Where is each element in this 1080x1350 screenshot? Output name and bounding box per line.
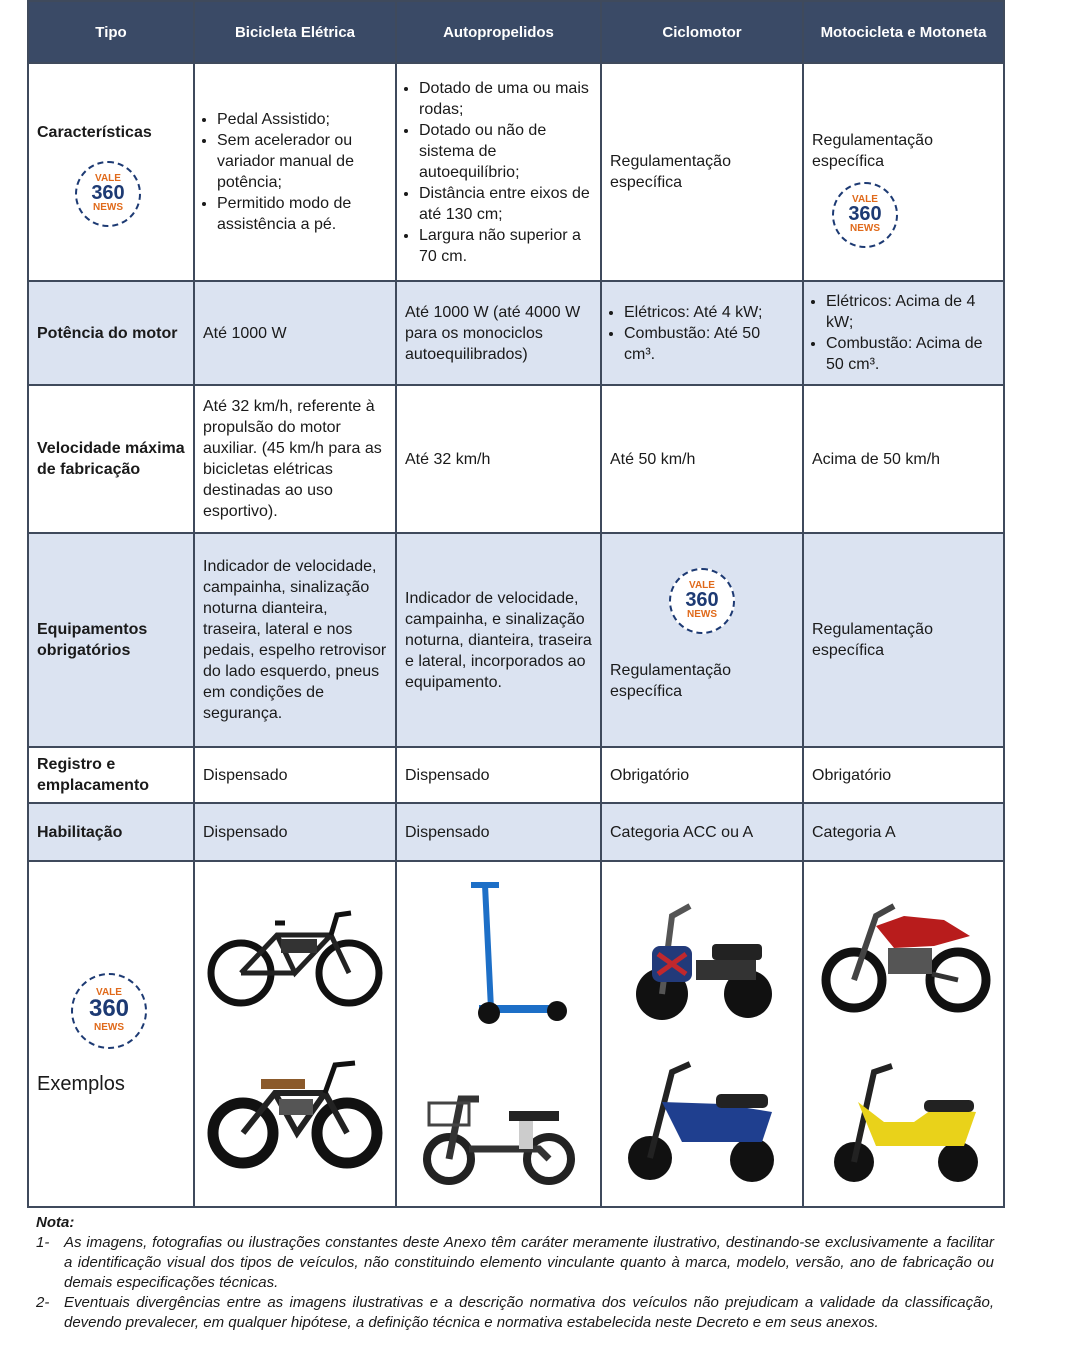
- header-bicicleta-eletrica: Bicicleta Elétrica: [194, 1, 396, 63]
- fat-tire-ebike-icon: [205, 1043, 385, 1173]
- cell-autopropelidos: Dispensado: [396, 803, 601, 861]
- electric-bicycle-icon: [205, 895, 385, 1015]
- note-item: [36, 1293, 994, 1333]
- bullet-list: [812, 291, 995, 375]
- cell-ciclomotor-examples: [601, 861, 803, 1207]
- cell-motocicleta: [803, 281, 1004, 385]
- cell-bicicleta: Dispensado: [194, 803, 396, 861]
- cell-bicicleta: Até 1000 W: [194, 281, 396, 385]
- row-label: Velocidade máxima de fabricação: [28, 385, 194, 533]
- vehicle-classification-table: [27, 0, 1005, 1208]
- cell-motocicleta: Acima de 50 km/h: [803, 385, 1004, 533]
- row-label: Equipamentos obrigatórios: [28, 533, 194, 747]
- note-number: 1-: [36, 1234, 50, 1251]
- cell-motocicleta: Obrigatório: [803, 747, 1004, 803]
- row-label: Potência do motor: [28, 281, 194, 385]
- note-item: [36, 1233, 994, 1293]
- list-item: • Elétricos: Até 4 kW;: [624, 302, 794, 323]
- vale360-logo-icon: VALE 360 NEWS: [75, 161, 141, 227]
- list-item: • Combustão: Até 50 cm³.: [624, 323, 794, 365]
- cell-motocicleta-examples: [803, 861, 1004, 1207]
- cell-autopropelidos: Até 32 km/h: [396, 385, 601, 533]
- watermark-logo: [610, 568, 794, 640]
- cell-bicicleta: [194, 63, 396, 281]
- electric-scooter-icon: [409, 879, 589, 1029]
- list-item: • Dotado ou não de sistema de autoequilíbrio;: [419, 120, 592, 183]
- row-label: Registro e emplacamento: [28, 747, 194, 803]
- vale360-logo-icon: VALE 360 NEWS: [669, 568, 735, 634]
- cell-ciclomotor: Categoria ACC ou A: [601, 803, 803, 861]
- bullet-list: [610, 302, 794, 365]
- cell-ciclomotor: [601, 281, 803, 385]
- row-caracteristicas: [28, 63, 1004, 281]
- cell-ciclomotor: Regulamentação específica: [601, 63, 803, 281]
- watermark-logo: [71, 973, 185, 1054]
- electric-moped-icon: [409, 1059, 589, 1189]
- row-exemplos: [28, 861, 1004, 1207]
- row-equipamentos: [28, 533, 1004, 747]
- cell-autopropelidos: Indicador de velocidade, campainha, e sinalização noturna, dianteira, traseira e lateral, incorporados ao equipamento.: [396, 533, 601, 747]
- list-item: • Pedal Assistido;: [217, 109, 387, 130]
- yellow-scooter-icon: [814, 1042, 994, 1192]
- note-number: 2-: [36, 1294, 50, 1311]
- rowhead-cell: [28, 861, 194, 1207]
- row-registro: [28, 747, 1004, 803]
- header-tipo: Tipo: [28, 1, 194, 63]
- cruiser-moped-icon: [612, 876, 792, 1026]
- watermark-logo: [832, 182, 995, 254]
- header-ciclomotor: Ciclomotor: [601, 1, 803, 63]
- bullet-list: [405, 78, 592, 267]
- cell-bicicleta-examples: [194, 861, 396, 1207]
- cell-autopropelidos: [396, 63, 601, 281]
- note-text: Eventuais divergências entre as imagens ilustrativas e a descrição normativa dos veículos não prejudicam a validade da classificação, devendo prevalecer, em qualquer hipótese, a definição técnica e normativa estabelecida neste Decreto e em seus anexos.: [64, 1294, 994, 1331]
- watermark-logo: [75, 161, 185, 233]
- cell-ciclomotor: Obrigatório: [601, 747, 803, 803]
- cell-autopropelidos-examples: [396, 861, 601, 1207]
- list-item: • Distância entre eixos de até 130 cm;: [419, 183, 592, 225]
- row-velocidade: [28, 385, 1004, 533]
- list-item: • Elétricos: Acima de 4 kW;: [826, 291, 995, 333]
- row-label: Características: [37, 123, 152, 141]
- cell-autopropelidos: Dispensado: [396, 747, 601, 803]
- cell-motocicleta: [803, 63, 1004, 281]
- cell-ciclomotor: Até 50 km/h: [601, 385, 803, 533]
- cell-bicicleta: Indicador de velocidade, campainha, sinalização noturna dianteira, traseira, lateral e nos pedais, espelho retrovisor do lado esquerdo, pneus em condições de segurança.: [194, 533, 396, 747]
- row-label: Exemplos: [37, 1073, 125, 1095]
- cell-bicicleta: Dispensado: [194, 747, 396, 803]
- cell-ciclomotor: [601, 533, 803, 747]
- notes-section: [36, 1213, 994, 1333]
- list-item: • Largura não superior a 70 cm.: [419, 225, 592, 267]
- cell-bicicleta: Até 32 km/h, referente à propulsão do motor auxiliar. (45 km/h para as bicicletas elétricas destinadas ao uso esportivo).: [194, 385, 396, 533]
- cell-motocicleta: Regulamentação específica: [803, 533, 1004, 747]
- cell-text: Regulamentação específica: [610, 662, 731, 700]
- electric-moped-scooter-icon: [612, 1042, 792, 1192]
- list-item: • Dotado de uma ou mais rodas;: [419, 78, 592, 120]
- note-text: As imagens, fotografias ou ilustrações constantes deste Anexo têm caráter meramente ilustrativo, destinando-se exclusivamente a facilitar a identificação visual dos tipos de veículos, não constituindo elemento vinculante quanto à marca, modelo, versão, ano de fabricação ou demais especificações técnicas.: [64, 1234, 994, 1291]
- cell-motocicleta: Categoria A: [803, 803, 1004, 861]
- bullet-list: [203, 109, 387, 235]
- list-item: • Combustão: Acima de 50 cm³.: [826, 333, 995, 375]
- row-potencia: [28, 281, 1004, 385]
- row-label: Habilitação: [28, 803, 194, 861]
- notes-title: Nota:: [36, 1214, 75, 1231]
- header-motocicleta: Motocicleta e Motoneta: [803, 1, 1004, 63]
- rowhead-cell: [28, 63, 194, 281]
- list-item: • Sem acelerador ou variador manual de potência;: [217, 130, 387, 193]
- list-item: • Permitido modo de assistência a pé.: [217, 193, 387, 235]
- motorcycle-icon: [814, 876, 994, 1026]
- cell-autopropelidos: Até 1000 W (até 4000 W para os monociclos autoequilibrados): [396, 281, 601, 385]
- row-habilitacao: [28, 803, 1004, 861]
- header-autopropelidos: Autopropelidos: [396, 1, 601, 63]
- vale360-logo-icon: VALE 360 NEWS: [832, 182, 898, 248]
- vale360-logo-icon: VALE 360 NEWS: [71, 973, 147, 1049]
- cell-text: Regulamentação específica: [812, 132, 933, 170]
